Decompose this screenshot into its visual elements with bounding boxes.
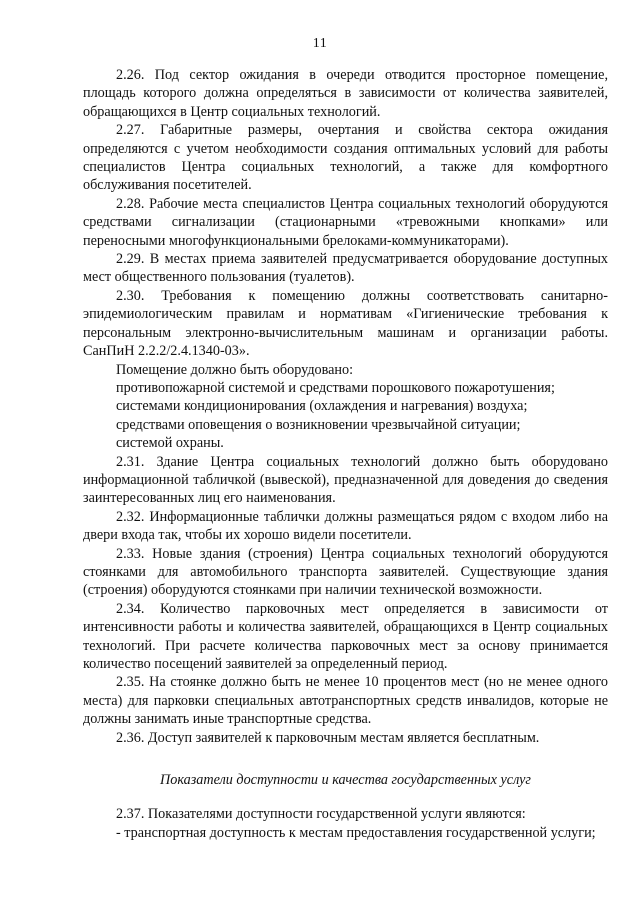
paragraph-2-26: 2.26. Под сектор ожидания в очереди отводится просторное помещение, площадь которого должна определяться в зависимости от количества заявителей, обращающихся в Центр социальных технологий. xyxy=(83,67,608,120)
document-body xyxy=(83,66,608,842)
list-item-transport: - транспортная доступность к местам предоставления государственной услуги; xyxy=(116,824,596,841)
paragraph-2-36: 2.36. Доступ заявителей к парковочным местам является бесплатным. xyxy=(116,729,540,746)
paragraph-2-34: 2.34. Количество парковочных мест определяется в зависимости от интенсивности работы и количества заявителей, обращающихся в Центр социальных технологий. При расчете количества парковочных мест за основу принимается количество посещений заявителей за определенный период. xyxy=(83,600,608,672)
paragraph-2-30: 2.30. Требования к помещению должны соответствовать санитарно-эпидемиологическим правилам и нормативам «Гигиенические требования к персональным электронно-вычислительным машинам и организации работы. СанПиН 2.2.2/2.4.1340-03». xyxy=(83,287,608,360)
equipment-item-air: системами кондиционирования (охлаждения и нагревания) воздуха; xyxy=(116,398,528,415)
section-heading: Показатели доступности и качества государственных услуг xyxy=(160,772,531,789)
paragraph-2-29: 2.29. В местах приема заявителей предусматривается оборудование доступных мест общественного пользования (туалетов). xyxy=(83,251,608,286)
paragraph-2-33: 2.33. Новые здания (строения) Центра социальных технологий оборудуются стоянками для автомобильного транспорта заявителей. Существующие здания (строения) оборудуются стоянками при наличии технической возможности. xyxy=(83,545,608,599)
page-number: 11 xyxy=(312,36,328,51)
paragraph-2-27: 2.27. Габаритные размеры, очертания и свойства сектора ожидания определяются с учетом необходимости создания оптимальных условий для работы специалистов Центра социальных технологий, а также для комфортного обслуживания посетителей. xyxy=(83,122,608,194)
paragraph-2-37: 2.37. Показателями доступности государственной услуги являются: xyxy=(116,806,526,823)
paragraph-2-31: 2.31. Здание Центра социальных технологий должно быть оборудовано информационной табличкой (вывеской), предназначенной для доведения до сведения заинтересованных лиц его наименования. xyxy=(83,453,608,507)
paragraph-2-28: 2.28. Рабочие места специалистов Центра социальных технологий оборудуются средствами сигнализации (стационарными «тревожными кнопками» или переносными многофункциональными брелоками-коммуникаторами). xyxy=(83,195,608,249)
paragraph-2-32: 2.32. Информационные таблички должны размещаться рядом с входом либо на двери входа так, чтобы их хорошо видели посетители. xyxy=(83,508,608,544)
equipment-item-security: системой охраны. xyxy=(116,435,224,452)
paragraph-2-35: 2.35. На стоянке должно быть не менее 10 процентов мест (но не менее одного места) для парковки специальных автотранспортных средств инвалидов, которые не должны занимать иные транспортные средства. xyxy=(83,674,608,728)
equipment-item-alert: средствами оповещения о возникновении чрезвычайной ситуации; xyxy=(116,416,521,433)
equipment-item-fire: противопожарной системой и средствами порошкового пожаротушения; xyxy=(116,379,555,396)
equipment-intro: Помещение должно быть оборудовано: xyxy=(116,361,354,378)
